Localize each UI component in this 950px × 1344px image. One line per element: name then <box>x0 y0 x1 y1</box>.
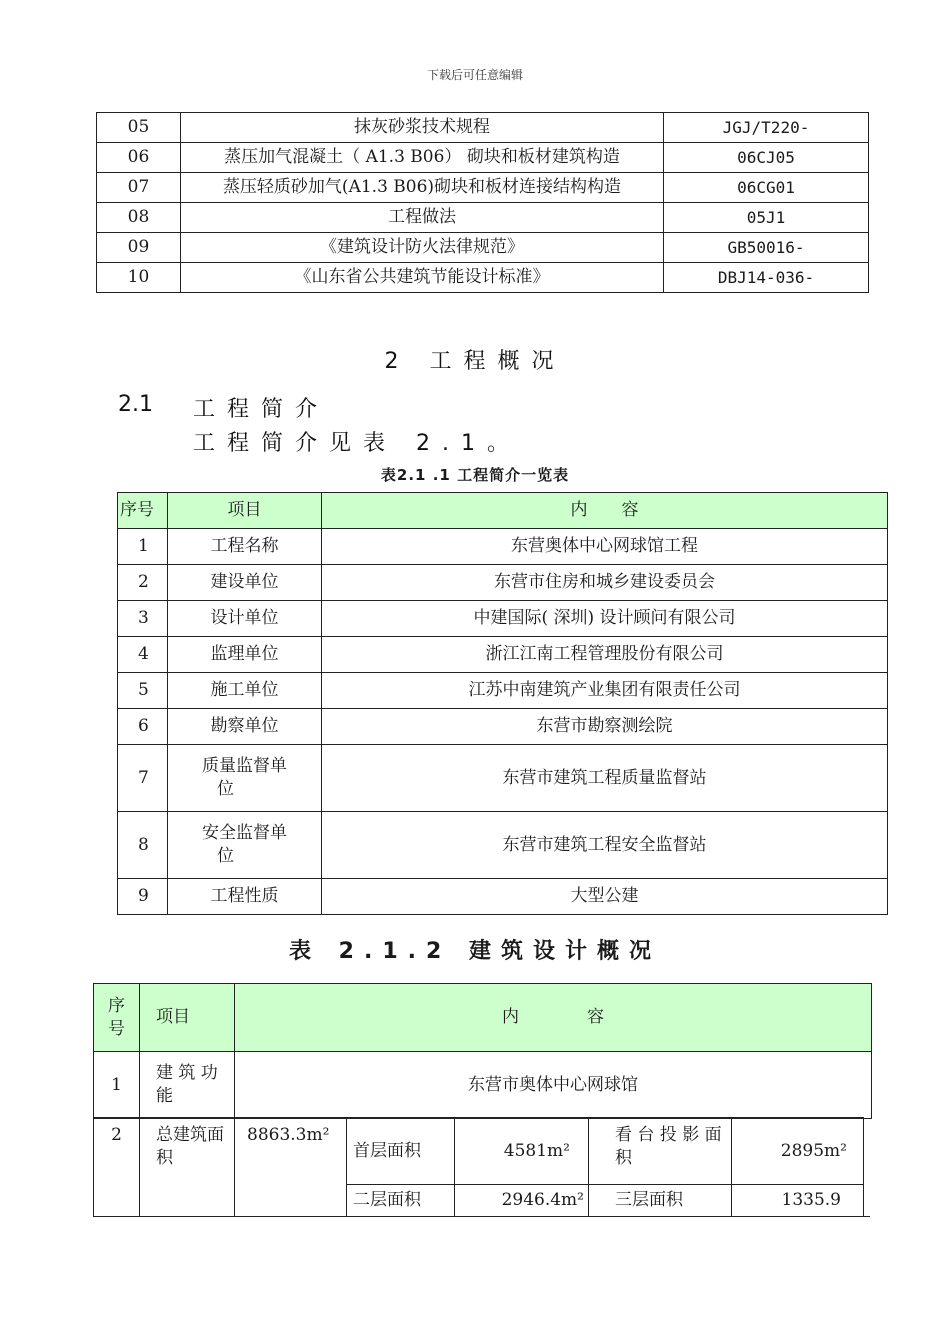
page-header-note: 下载后可任意编辑 <box>426 68 523 82</box>
standard-row <box>97 233 869 263</box>
row-no: 9 <box>118 879 168 915</box>
table-row <box>118 812 888 879</box>
row-item <box>168 812 322 879</box>
table-row <box>118 673 888 709</box>
table-header-row <box>94 984 872 1052</box>
row-item <box>140 1118 235 1217</box>
row-content: 中建国际( 深圳) 设计顾问有限公司 <box>322 601 888 637</box>
row-item-line2: 位 <box>217 846 234 866</box>
standard-row <box>97 113 869 143</box>
standard-no: 10 <box>97 263 181 293</box>
row-no: 1 <box>118 529 168 565</box>
table-row <box>94 1118 864 1185</box>
standard-name: 《山东省公共建筑节能设计标准》 <box>181 263 664 293</box>
first-floor-value: 4581m² <box>455 1118 589 1185</box>
standard-row <box>97 143 869 173</box>
standard-code: DBJ14-036- <box>664 263 869 293</box>
stand-area-label <box>589 1118 732 1185</box>
standard-name: 工程做法 <box>181 203 664 233</box>
row-item: 施工单位 <box>168 673 322 709</box>
table-2-1-1-caption: 表2.1 .1 工程简介一览表 <box>380 466 570 484</box>
standard-name: 抹灰砂浆技术规程 <box>181 113 664 143</box>
row-no: 8 <box>118 812 168 879</box>
row-item: 监理单位 <box>168 637 322 673</box>
header-item: 项目 <box>140 984 235 1052</box>
header-no: 序号 <box>118 493 168 529</box>
table-header-row <box>118 493 888 529</box>
standard-name: 蒸压加气混凝土（ A1.3 B06） 砌块和板材建筑构造 <box>181 143 664 173</box>
row-content: 东营市奥体中心网球馆 <box>235 1052 872 1119</box>
row-no: 3 <box>118 601 168 637</box>
standard-no: 09 <box>97 233 181 263</box>
row-item-line1: 安全监督单 <box>202 823 287 844</box>
standard-no: 07 <box>97 173 181 203</box>
standard-row <box>97 173 869 203</box>
header-no <box>94 984 140 1052</box>
row-no: 7 <box>118 745 168 812</box>
header-no-line1: 序 <box>108 995 125 1016</box>
header-content: 内 容 <box>235 984 872 1052</box>
row-item-line1: 质量监督单 <box>202 756 287 777</box>
design-area-table <box>93 1117 864 1217</box>
table-row <box>118 745 888 812</box>
row-no: 6 <box>118 709 168 745</box>
table-row <box>94 1052 872 1119</box>
row-content: 东营市住房和城乡建设委员会 <box>322 565 888 601</box>
header-item: 项目 <box>168 493 322 529</box>
table-edge-line <box>862 1216 870 1217</box>
row-content: 东营市勘察测绘院 <box>322 709 888 745</box>
row-no: 5 <box>118 673 168 709</box>
row-item-line2: 能 <box>156 1086 173 1106</box>
row-item-line2: 位 <box>217 779 234 799</box>
standard-no: 06 <box>97 143 181 173</box>
row-content: 浙江江南工程管理股份有限公司 <box>322 637 888 673</box>
row-item: 工程名称 <box>168 529 322 565</box>
row-item: 建设单位 <box>168 565 322 601</box>
first-floor-label: 首层面积 <box>347 1118 455 1185</box>
project-overview-table <box>117 492 888 915</box>
stand-area-label-line1: 看 台 投 影 面 <box>615 1125 722 1145</box>
second-floor-label: 二层面积 <box>347 1185 455 1217</box>
row-no: 2 <box>118 565 168 601</box>
header-content: 内 容 <box>322 493 888 529</box>
row-no: 4 <box>118 637 168 673</box>
total-area-value: 8863.3m² <box>235 1118 347 1217</box>
standard-no: 05 <box>97 113 181 143</box>
standards-table <box>96 112 869 293</box>
table-row <box>118 565 888 601</box>
standard-name: 蒸压轻质砂加气(A1.3 B06)砌块和板材连接结构构造 <box>181 173 664 203</box>
third-floor-value: 1335.9 <box>732 1185 864 1217</box>
header-no-line2: 号 <box>108 1018 125 1039</box>
standard-row <box>97 203 869 233</box>
row-no: 1 <box>94 1052 140 1119</box>
section-2-1-intro: 工程简介见表 2.1。 <box>193 431 521 456</box>
standard-name: 《建筑设计防火法律规范》 <box>181 233 664 263</box>
row-content: 大型公建 <box>322 879 888 915</box>
table-row <box>118 879 888 915</box>
section-2-title: 工程概况 <box>429 349 566 374</box>
row-item-line1: 建 筑 功 <box>156 1063 218 1084</box>
section-2-heading <box>0 344 950 375</box>
row-content: 东营市建筑工程安全监督站 <box>322 812 888 879</box>
row-content: 东营奥体中心网球馆工程 <box>322 529 888 565</box>
table-2-1-2-caption: 表 2.1.2 建筑设计概况 <box>289 939 661 964</box>
table-row <box>118 601 888 637</box>
standard-code: GB50016- <box>664 233 869 263</box>
section-2-1-number: 2.1 <box>118 392 153 417</box>
section-2-number: 2 <box>384 349 411 374</box>
section-2-1-title: 工程简介 <box>193 397 330 422</box>
stand-area-value: 2895m² <box>732 1118 864 1185</box>
standard-code: 06CJ05 <box>664 143 869 173</box>
second-floor-value: 2946.4m² <box>455 1185 589 1217</box>
row-item: 勘察单位 <box>168 709 322 745</box>
row-content: 东营市建筑工程质量监督站 <box>322 745 888 812</box>
standard-code: JGJ/T220- <box>664 113 869 143</box>
table-row <box>118 529 888 565</box>
row-item: 工程性质 <box>168 879 322 915</box>
stand-area-label-line2: 积 <box>615 1147 632 1168</box>
third-floor-label: 三层面积 <box>589 1185 732 1217</box>
row-item: 设计单位 <box>168 601 322 637</box>
row-no: 2 <box>94 1118 140 1217</box>
row-item <box>168 745 322 812</box>
standard-code: 05J1 <box>664 203 869 233</box>
table-row <box>118 709 888 745</box>
design-overview-table <box>93 983 872 1119</box>
row-content: 江苏中南建筑产业集团有限责任公司 <box>322 673 888 709</box>
row-item-line1: 总建筑面 <box>156 1125 224 1145</box>
standard-row <box>97 263 869 293</box>
standard-no: 08 <box>97 203 181 233</box>
table-row <box>118 637 888 673</box>
row-item-line2: 积 <box>156 1147 173 1168</box>
standard-code: 06CG01 <box>664 173 869 203</box>
row-item <box>140 1052 235 1119</box>
